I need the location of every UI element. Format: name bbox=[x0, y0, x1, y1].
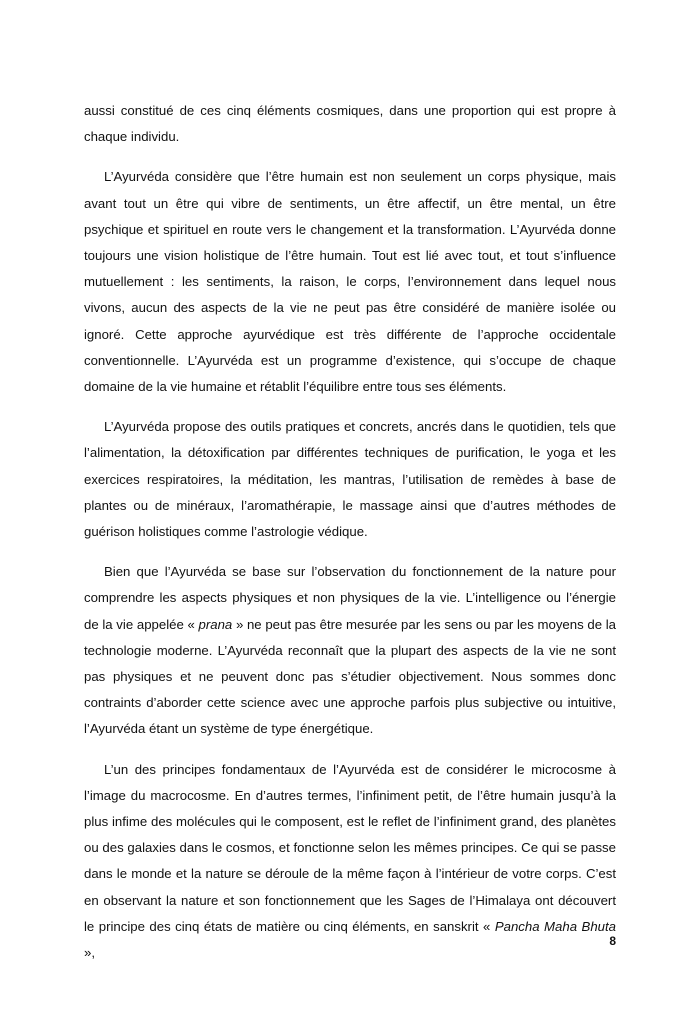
microcosm-text-before: L’un des principes fondamentaux de l’Ayurvéda est de considérer le microcosme à l’image du macrocosme. En d’autres termes, l’infiniment petit, de l’être humain jusqu’à la plus infime des molécules qui le composent, est le reflet de l’infiniment grand, des planètes ou des galaxies dans le cosmos, et fonctionne selon les mêmes principes. Ce qui se passe dans le monde et la nature se déroule de la même façon à l’intérieur de votre corps. C’est en observant la nature et son fonctionnement que les Sages de l’Himalaya ont découvert le principe des cinq états de matière ou cinq éléments, en sanskrit « bbox=[84, 761, 616, 934]
paragraph-continuation: aussi constitué de ces cinq éléments cosmiques, dans une proportion qui est propre à chaque individu. bbox=[84, 103, 616, 145]
prana-term: prana bbox=[198, 616, 233, 632]
paragraph-prana-energy bbox=[84, 559, 616, 742]
page-body bbox=[84, 98, 616, 980]
pancha-maha-bhuta-term: Pancha Maha Bhuta bbox=[494, 918, 616, 934]
prana-text-after: » ne peut pas être mesurée par les sens ou par les moyens de la technologie moderne. L’Ayurvéda reconnaît que la plupart des aspects de la vie ne sont pas physiques et ne peuvent donc pas s’étudier objectivement. Nous sommes donc contraints d’aborder cette science avec une approche parfois plus subjective ou intuitive, l’Ayurvéda étant un système de type énergétique. bbox=[84, 616, 617, 737]
prana-text-before: Bien que l’Ayurvéda se base sur l’observation du fonctionnement de la nature pour comprendre les aspects physiques et non physiques de la vie. L’intelligence ou l’énergie de la vie appelée « bbox=[84, 564, 616, 632]
paragraph-practical-tools: L’Ayurvéda propose des outils pratiques et concrets, ancrés dans le quotidien, tels que l’alimentation, la détoxification par différentes techniques de purification, le yoga et les exercices respiratoires, la méditation, les mantras, l’utilisation de remèdes à base de plantes ou de minéraux, l’aromathérapie, le massage ainsi que d’autres méthodes de guérison holistiques comme l’astrologie védique. bbox=[84, 419, 616, 540]
microcosm-text-after: », bbox=[84, 945, 95, 961]
paragraph-microcosm-macrocosm bbox=[84, 757, 616, 967]
paragraph-ayurveda-holistic-view: L’Ayurvéda considère que l’être humain est non seulement un corps physique, mais avant tout un être qui vibre de sentiments, un être affectif, un être mental, un être psychique et spirituel en route vers le changement et la transformation. L’Ayurvéda donne toujours une vision holistique de l’être humain. Tout est lié avec tout, et tout s’influence mutuellement : les sentiments, la raison, le corps, l’environnement dans lequel nous vivons, aucun des aspects de la vie ne peut pas être considéré de manière isolée ou ignoré. Cette approche ayurvédique est très différente de l’approche occidentale conventionnelle. L’Ayurvéda est un programme d’existence, qui s’occupe de chaque domaine de la vie humaine et rétablit l’équilibre entre tous ses éléments. bbox=[84, 169, 616, 395]
page-number: 8 bbox=[609, 934, 616, 948]
